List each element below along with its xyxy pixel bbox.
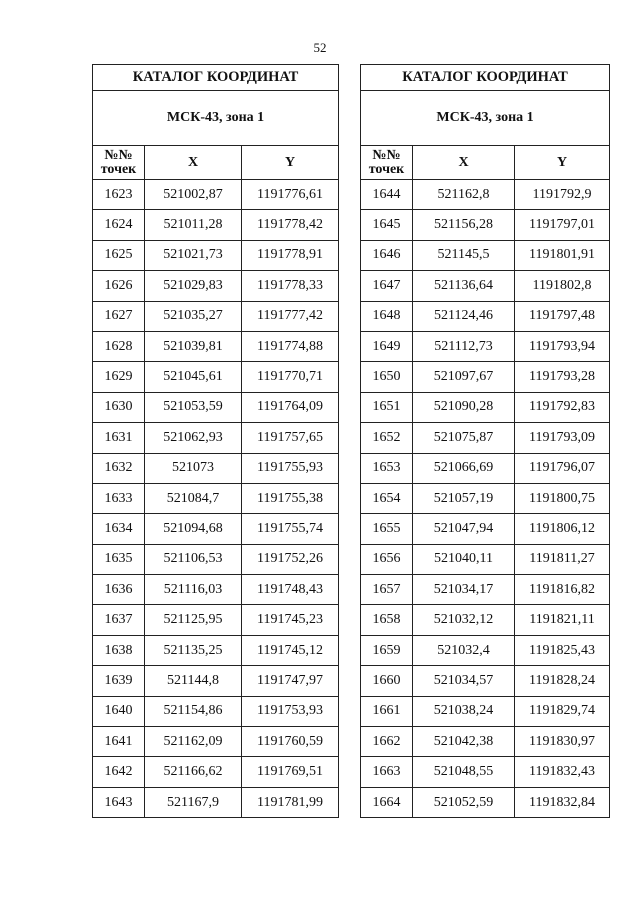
point-number: 1651 [361, 392, 413, 422]
y-coordinate: 1191776,61 [242, 180, 339, 210]
y-coordinate: 1191792,9 [515, 180, 610, 210]
table-row [93, 392, 339, 422]
point-number: 1626 [93, 271, 145, 301]
table-row [361, 787, 610, 817]
y-coordinate: 1191806,12 [515, 514, 610, 544]
table-row [361, 453, 610, 483]
point-number: 1632 [93, 453, 145, 483]
table-row [361, 544, 610, 574]
table-row [361, 757, 610, 787]
point-number: 1625 [93, 240, 145, 270]
table-row [93, 575, 339, 605]
y-coordinate: 1191760,59 [242, 727, 339, 757]
coordinate-system-row [93, 91, 339, 146]
point-number: 1660 [361, 666, 413, 696]
point-number: 1639 [93, 666, 145, 696]
point-number: 1663 [361, 757, 413, 787]
table-row [361, 514, 610, 544]
table-row [93, 271, 339, 301]
x-coordinate: 521057,19 [413, 483, 515, 513]
x-coordinate: 521073 [145, 453, 242, 483]
table-row [361, 331, 610, 361]
y-coordinate: 1191777,42 [242, 301, 339, 331]
table-row [93, 210, 339, 240]
x-coordinate: 521166,62 [145, 757, 242, 787]
table-title-row [361, 65, 610, 91]
y-coordinate: 1191829,74 [515, 696, 610, 726]
y-coordinate: 1191797,48 [515, 301, 610, 331]
point-number: 1654 [361, 483, 413, 513]
point-number: 1629 [93, 362, 145, 392]
y-coordinate: 1191800,75 [515, 483, 610, 513]
column-header-point [361, 146, 413, 180]
table-row [361, 666, 610, 696]
point-number: 1636 [93, 575, 145, 605]
coordinate-table-right [360, 64, 610, 818]
table-row [361, 362, 610, 392]
catalog-title: КАТАЛОГ КООРДИНАТ [93, 65, 339, 91]
y-coordinate: 1191769,51 [242, 757, 339, 787]
point-number: 1628 [93, 331, 145, 361]
column-header-row [361, 146, 610, 180]
y-coordinate: 1191755,74 [242, 514, 339, 544]
y-coordinate: 1191778,33 [242, 271, 339, 301]
point-number: 1647 [361, 271, 413, 301]
x-coordinate: 521162,09 [145, 727, 242, 757]
point-number: 1624 [93, 210, 145, 240]
point-number: 1642 [93, 757, 145, 787]
x-coordinate: 521002,87 [145, 180, 242, 210]
table-row [361, 483, 610, 513]
table-row [93, 362, 339, 392]
point-number: 1627 [93, 301, 145, 331]
y-coordinate: 1191793,09 [515, 423, 610, 453]
table-row [361, 180, 610, 210]
y-coordinate: 1191801,91 [515, 240, 610, 270]
coordinate-system: МСК-43, зона 1 [93, 91, 339, 146]
x-coordinate: 521144,8 [145, 666, 242, 696]
y-coordinate: 1191752,26 [242, 544, 339, 574]
point-number: 1661 [361, 696, 413, 726]
table-row [93, 331, 339, 361]
x-coordinate: 521112,73 [413, 331, 515, 361]
y-coordinate: 1191802,8 [515, 271, 610, 301]
table-row [361, 392, 610, 422]
y-coordinate: 1191747,97 [242, 666, 339, 696]
y-coordinate: 1191832,43 [515, 757, 610, 787]
x-coordinate: 521038,24 [413, 696, 515, 726]
y-coordinate: 1191755,38 [242, 483, 339, 513]
y-coordinate: 1191792,83 [515, 392, 610, 422]
point-number: 1631 [93, 423, 145, 453]
point-number: 1652 [361, 423, 413, 453]
x-coordinate: 521048,55 [413, 757, 515, 787]
x-coordinate: 521042,38 [413, 727, 515, 757]
column-header-point-line1: №№ [104, 147, 133, 163]
x-coordinate: 521032,4 [413, 635, 515, 665]
point-number: 1640 [93, 696, 145, 726]
y-coordinate: 1191748,43 [242, 575, 339, 605]
point-number: 1634 [93, 514, 145, 544]
catalog-title: КАТАЛОГ КООРДИНАТ [361, 65, 610, 91]
point-number: 1648 [361, 301, 413, 331]
point-number: 1655 [361, 514, 413, 544]
point-number: 1623 [93, 180, 145, 210]
y-coordinate: 1191745,23 [242, 605, 339, 635]
point-number: 1664 [361, 787, 413, 817]
x-coordinate: 521135,25 [145, 635, 242, 665]
x-coordinate: 521090,28 [413, 392, 515, 422]
x-coordinate: 521066,69 [413, 453, 515, 483]
y-coordinate: 1191781,99 [242, 787, 339, 817]
x-coordinate: 521162,8 [413, 180, 515, 210]
y-coordinate: 1191745,12 [242, 635, 339, 665]
x-coordinate: 521039,81 [145, 331, 242, 361]
x-coordinate: 521040,11 [413, 544, 515, 574]
table-row [361, 635, 610, 665]
table-row [93, 635, 339, 665]
x-coordinate: 521052,59 [413, 787, 515, 817]
x-coordinate: 521029,83 [145, 271, 242, 301]
coordinate-system: МСК-43, зона 1 [361, 91, 610, 146]
point-number: 1630 [93, 392, 145, 422]
point-number: 1657 [361, 575, 413, 605]
table-title-row [93, 65, 339, 91]
x-coordinate: 521094,68 [145, 514, 242, 544]
y-coordinate: 1191755,93 [242, 453, 339, 483]
column-header-y: Y [515, 146, 610, 180]
x-coordinate: 521047,94 [413, 514, 515, 544]
column-header-point-line1: №№ [372, 147, 401, 163]
point-number: 1646 [361, 240, 413, 270]
x-coordinate: 521045,61 [145, 362, 242, 392]
point-number: 1658 [361, 605, 413, 635]
table-row [93, 757, 339, 787]
point-number: 1638 [93, 635, 145, 665]
table-row [93, 605, 339, 635]
x-coordinate: 521154,86 [145, 696, 242, 726]
x-coordinate: 521032,12 [413, 605, 515, 635]
x-coordinate: 521062,93 [145, 423, 242, 453]
table-row [361, 271, 610, 301]
y-coordinate: 1191778,42 [242, 210, 339, 240]
y-coordinate: 1191821,11 [515, 605, 610, 635]
y-coordinate: 1191764,09 [242, 392, 339, 422]
table-row [361, 301, 610, 331]
table-row [361, 605, 610, 635]
table-row [93, 301, 339, 331]
column-header-y: Y [242, 146, 339, 180]
x-coordinate: 521053,59 [145, 392, 242, 422]
y-coordinate: 1191796,07 [515, 453, 610, 483]
point-number: 1649 [361, 331, 413, 361]
table-row [361, 240, 610, 270]
coordinate-table-left [92, 64, 339, 818]
x-coordinate: 521125,95 [145, 605, 242, 635]
point-number: 1659 [361, 635, 413, 665]
point-number: 1650 [361, 362, 413, 392]
point-number: 1641 [93, 727, 145, 757]
x-coordinate: 521116,03 [145, 575, 242, 605]
x-coordinate: 521034,17 [413, 575, 515, 605]
y-coordinate: 1191757,65 [242, 423, 339, 453]
table-row [93, 514, 339, 544]
y-coordinate: 1191778,91 [242, 240, 339, 270]
point-number: 1633 [93, 483, 145, 513]
column-header-row [93, 146, 339, 180]
point-number: 1645 [361, 210, 413, 240]
x-coordinate: 521097,67 [413, 362, 515, 392]
table-row [93, 727, 339, 757]
table-row [93, 696, 339, 726]
x-coordinate: 521106,53 [145, 544, 242, 574]
point-number: 1653 [361, 453, 413, 483]
point-number: 1662 [361, 727, 413, 757]
column-header-x: X [413, 146, 515, 180]
column-header-point-line2: точек [368, 161, 405, 177]
table-row [361, 696, 610, 726]
table-row [93, 666, 339, 696]
point-number: 1643 [93, 787, 145, 817]
y-coordinate: 1191793,94 [515, 331, 610, 361]
y-coordinate: 1191816,82 [515, 575, 610, 605]
table-row [93, 453, 339, 483]
column-header-point [93, 146, 145, 180]
y-coordinate: 1191753,93 [242, 696, 339, 726]
point-number: 1644 [361, 180, 413, 210]
y-coordinate: 1191832,84 [515, 787, 610, 817]
y-coordinate: 1191770,71 [242, 362, 339, 392]
x-coordinate: 521167,9 [145, 787, 242, 817]
point-number: 1635 [93, 544, 145, 574]
page-number: 52 [313, 40, 327, 55]
x-coordinate: 521034,57 [413, 666, 515, 696]
x-coordinate: 521075,87 [413, 423, 515, 453]
coordinate-system-row [361, 91, 610, 146]
table-row [93, 483, 339, 513]
y-coordinate: 1191828,24 [515, 666, 610, 696]
table-row [361, 727, 610, 757]
table-row [93, 544, 339, 574]
x-coordinate: 521145,5 [413, 240, 515, 270]
y-coordinate: 1191811,27 [515, 544, 610, 574]
table-row [93, 423, 339, 453]
table-row [93, 180, 339, 210]
table-row [93, 787, 339, 817]
table-row [93, 240, 339, 270]
table-row [361, 210, 610, 240]
x-coordinate: 521021,73 [145, 240, 242, 270]
y-coordinate: 1191830,97 [515, 727, 610, 757]
column-header-point-line2: точек [100, 161, 137, 177]
x-coordinate: 521124,46 [413, 301, 515, 331]
y-coordinate: 1191797,01 [515, 210, 610, 240]
x-coordinate: 521035,27 [145, 301, 242, 331]
x-coordinate: 521084,7 [145, 483, 242, 513]
x-coordinate: 521136,64 [413, 271, 515, 301]
y-coordinate: 1191774,88 [242, 331, 339, 361]
y-coordinate: 1191825,43 [515, 635, 610, 665]
y-coordinate: 1191793,28 [515, 362, 610, 392]
x-coordinate: 521156,28 [413, 210, 515, 240]
table-row [361, 423, 610, 453]
point-number: 1637 [93, 605, 145, 635]
column-header-x: X [145, 146, 242, 180]
x-coordinate: 521011,28 [145, 210, 242, 240]
point-number: 1656 [361, 544, 413, 574]
table-row [361, 575, 610, 605]
